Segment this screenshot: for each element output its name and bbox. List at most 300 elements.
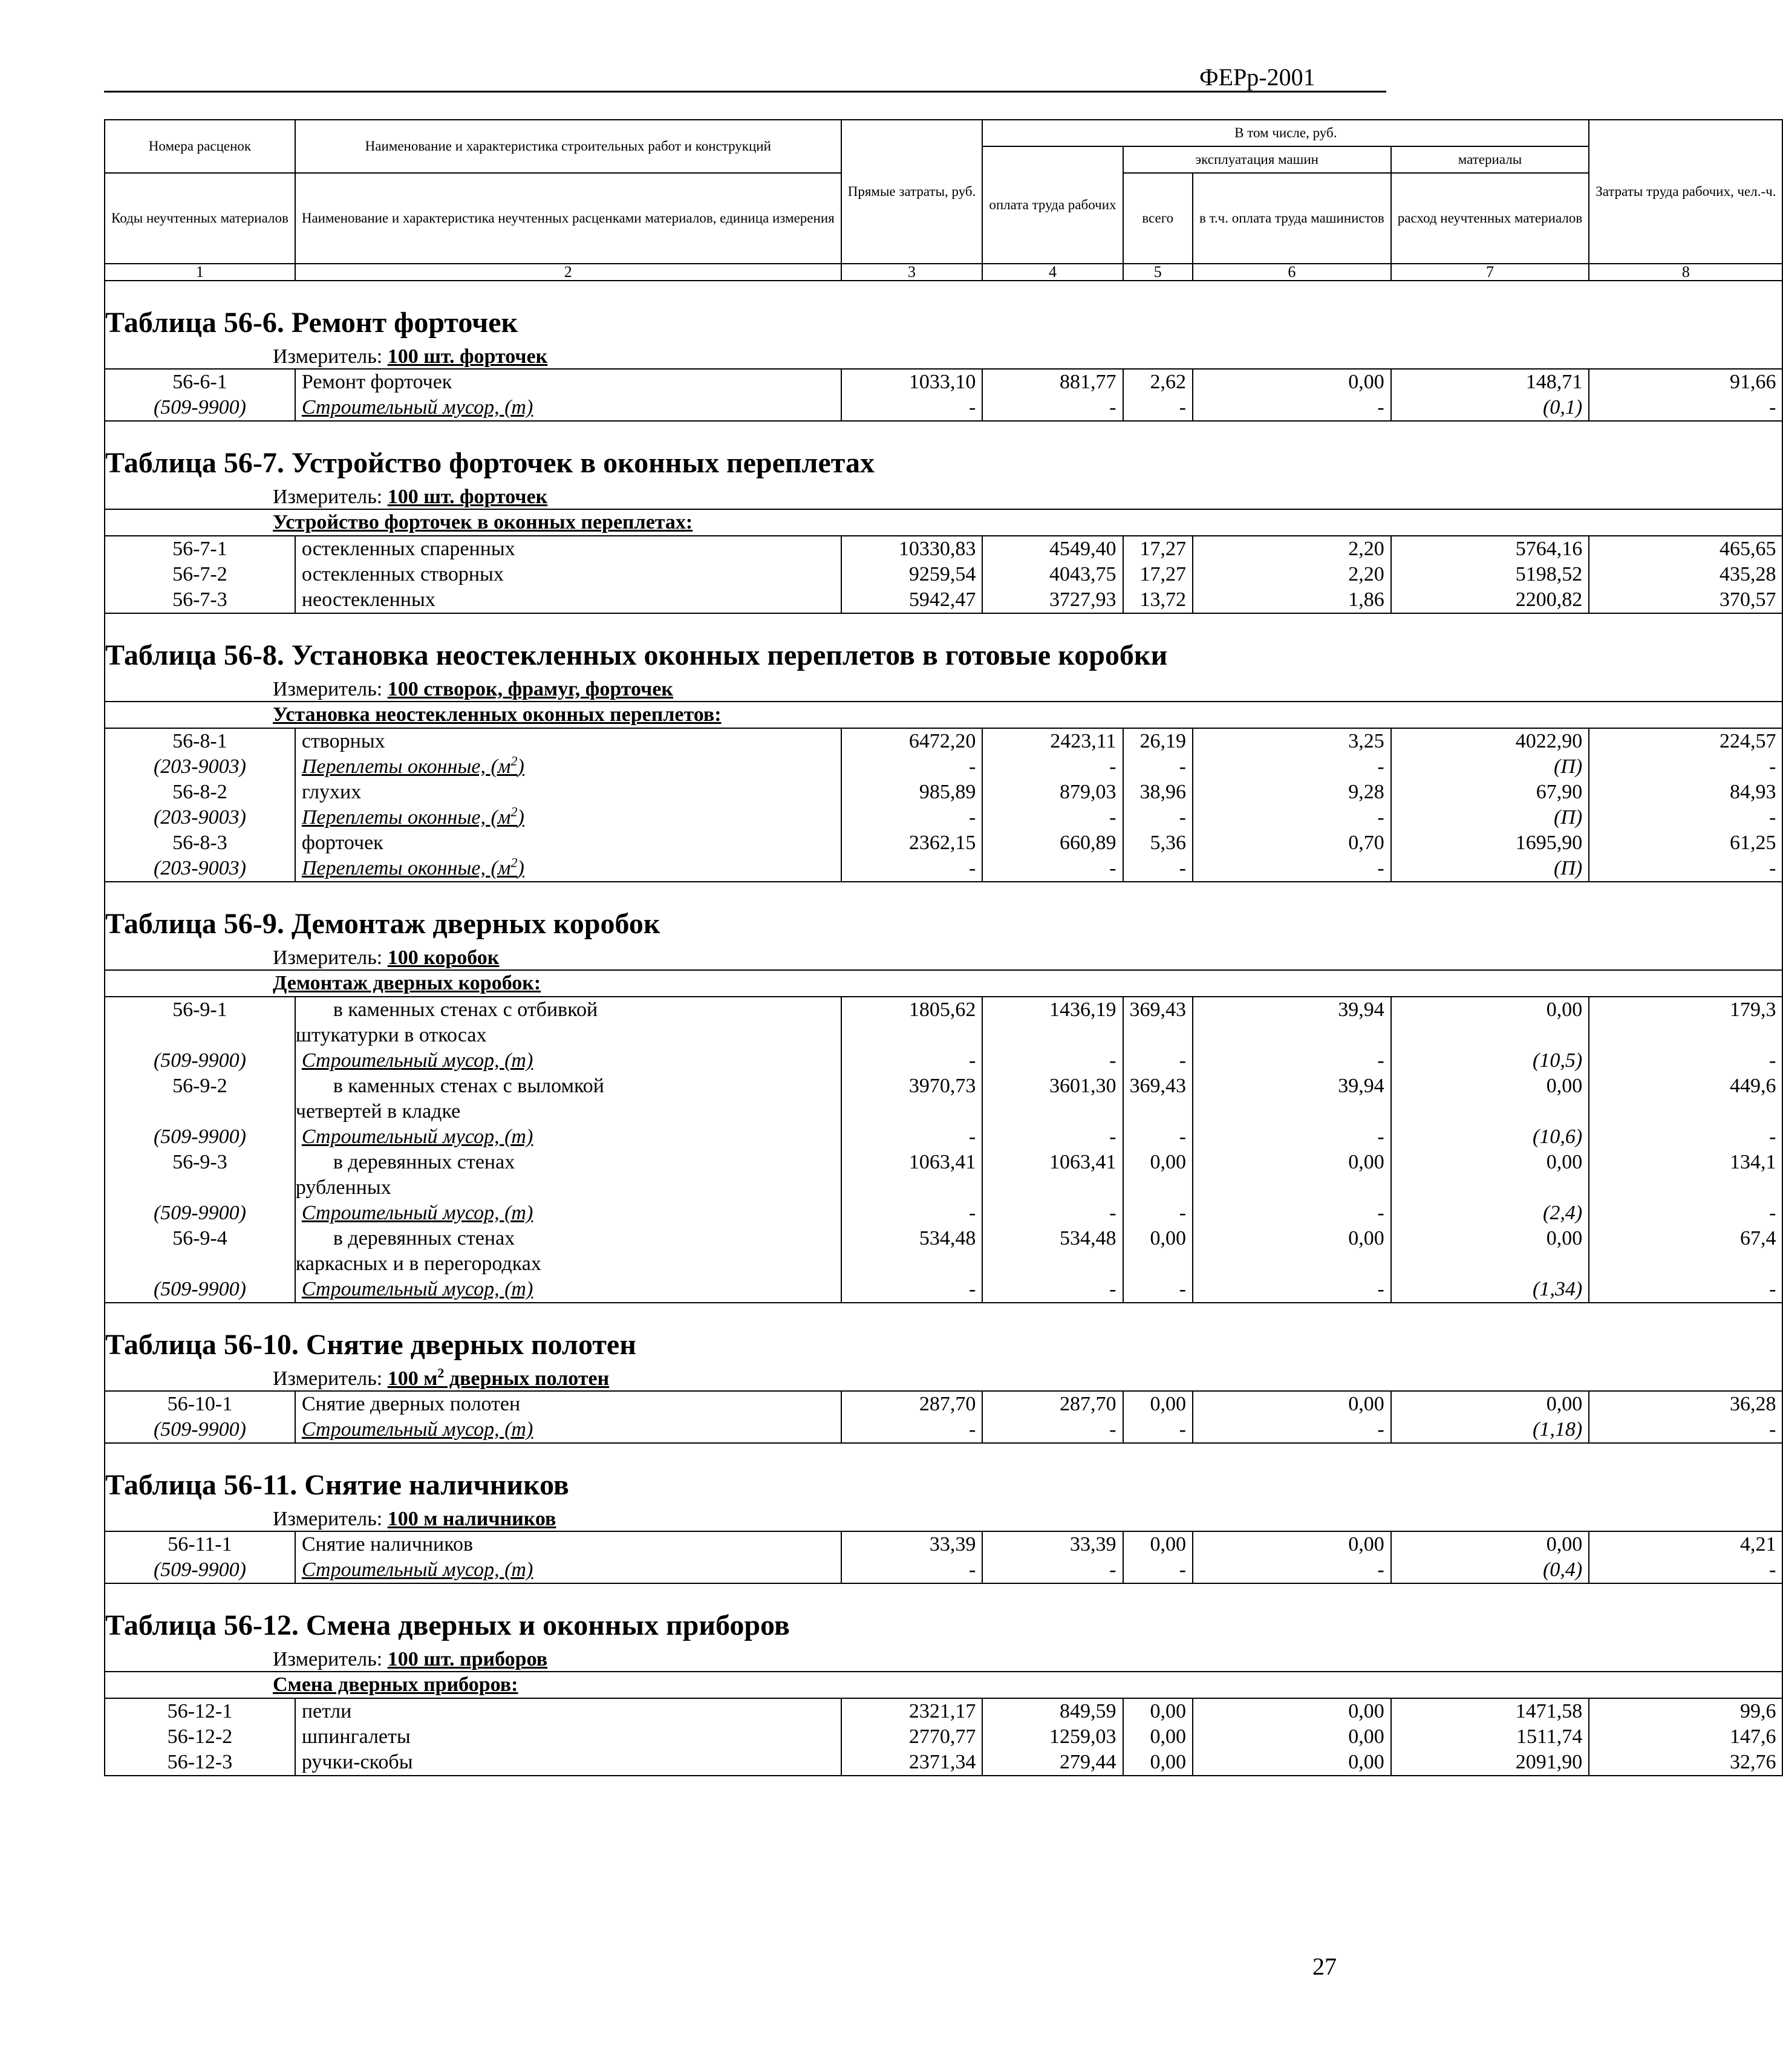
labor-pay-cell: 660,89 — [982, 830, 1123, 856]
rate-row — [105, 1698, 1782, 1724]
measurer-value — [388, 1508, 556, 1530]
direct-cost-cell: 1805,62 — [841, 997, 983, 1048]
material-code-cell: (203-9003) — [105, 754, 295, 780]
materials-cell: 0,00 — [1391, 1531, 1589, 1557]
labor-hours-cell: 370,57 — [1589, 587, 1782, 613]
section-header-text: Смена дверных приборов: — [273, 1673, 518, 1696]
name-text: Строительный мусор, (т) — [301, 1559, 533, 1581]
col1-header-bottom: Коды неучтенных материалов — [105, 173, 295, 264]
machines-total-cell: 26,19 — [1123, 728, 1193, 754]
rate-code-cell: 56-9-1 — [105, 997, 295, 1048]
material-name-cell — [295, 754, 841, 780]
direct-cost-cell: 2362,15 — [841, 830, 983, 856]
materials-cell: 0,00 — [1391, 1391, 1589, 1417]
table-title-row — [105, 281, 1782, 339]
materials-cell: (П) — [1391, 805, 1589, 830]
measurer-label: Измеритель: — [273, 946, 388, 969]
labor-pay-cell: 1436,19 — [982, 997, 1123, 1048]
work-name-line: штукатурки в откосах — [295, 1024, 487, 1046]
work-name-cell — [295, 369, 841, 395]
page-number: 27 — [1312, 1953, 1337, 1980]
measurer-cell — [105, 940, 1782, 970]
measurer-row — [105, 339, 1782, 369]
direct-cost-cell: - — [841, 395, 983, 421]
labor-pay-cell: - — [982, 1201, 1123, 1226]
measurer-label: Измеритель: — [273, 1648, 388, 1670]
col5-header: всего — [1123, 173, 1193, 264]
labor-hours-cell: 147,6 — [1589, 1724, 1782, 1750]
machines-total-cell: 2,62 — [1123, 369, 1193, 395]
measurer-value — [388, 345, 548, 368]
rate-row — [105, 1150, 1782, 1201]
rate-row — [105, 1724, 1782, 1750]
machines-total-cell: 38,96 — [1123, 780, 1193, 805]
measurer-superscript: 2 — [437, 1365, 445, 1381]
measurer-value-text: дверных полотен — [444, 1367, 610, 1390]
direct-cost-cell: - — [841, 1201, 983, 1226]
col4-header: оплата труда рабочих — [982, 146, 1123, 264]
column-number: 4 — [982, 264, 1123, 281]
direct-cost-cell: - — [841, 1417, 983, 1443]
labor-hours-cell: 449,6 — [1589, 1073, 1782, 1124]
measurer-text — [273, 345, 547, 368]
measurer-text — [273, 1508, 556, 1531]
work-name-cell — [295, 1150, 841, 1201]
machines-total-cell: - — [1123, 856, 1193, 882]
measurer-row — [105, 940, 1782, 970]
labor-hours-cell: 224,57 — [1589, 728, 1782, 754]
material-name-cell — [295, 1048, 841, 1073]
materials-cell: 1695,90 — [1391, 830, 1589, 856]
material-name-cell — [295, 1124, 841, 1150]
machines-total-cell: 0,00 — [1123, 1531, 1193, 1557]
name-text: Строительный мусор, (т) — [301, 1278, 533, 1300]
direct-cost-cell: - — [841, 856, 983, 882]
name-text: створных — [301, 730, 385, 752]
column-number: 8 — [1589, 264, 1782, 281]
table-title: Таблица 56-7. Устройство форточек в оконных переплетах — [105, 421, 1782, 480]
labor-pay-cell: 2423,11 — [982, 728, 1123, 754]
materials-cell: 1511,74 — [1391, 1724, 1589, 1750]
work-name-cell — [295, 587, 841, 613]
labor-hours-cell: 465,65 — [1589, 536, 1782, 562]
name-text: форточек — [301, 832, 383, 854]
work-name-cell — [295, 562, 841, 587]
measurer-label: Измеритель: — [273, 1367, 388, 1390]
direct-cost-cell: 2770,77 — [841, 1724, 983, 1750]
rate-row — [105, 1073, 1782, 1124]
measurer-cell — [105, 1361, 1782, 1391]
section-header-row — [105, 702, 1782, 728]
machinists-pay-cell: 39,94 — [1193, 1073, 1391, 1124]
machinists-pay-cell: - — [1193, 1277, 1391, 1303]
col2-header-top: Наименование и характеристика строительных работ и конструкций — [295, 120, 841, 173]
name-text: Ремонт форточек — [301, 371, 452, 393]
work-name-cell — [295, 536, 841, 562]
machines-total-cell: - — [1123, 805, 1193, 830]
material-row — [105, 805, 1782, 830]
table-title-row — [105, 882, 1782, 940]
column-numbers-row — [105, 264, 1782, 281]
materials-cell: 0,00 — [1391, 1226, 1589, 1277]
measurer-label: Измеритель: — [273, 678, 388, 700]
name-text: петли — [301, 1700, 352, 1722]
section-header — [105, 509, 1782, 536]
work-name-cell — [295, 780, 841, 805]
rate-code-cell: 56-11-1 — [105, 1531, 295, 1557]
rate-code-cell: 56-10-1 — [105, 1391, 295, 1417]
labor-hours-cell: 134,1 — [1589, 1150, 1782, 1201]
measurer-cell — [105, 1642, 1782, 1672]
col1-header-top: Номера расценок — [105, 120, 295, 173]
name-text: Строительный мусор, (т) — [301, 1202, 533, 1224]
measurer-row — [105, 1361, 1782, 1391]
name-text: глухих — [301, 781, 362, 803]
labor-pay-cell: 534,48 — [982, 1226, 1123, 1277]
materials-cell: 5198,52 — [1391, 562, 1589, 587]
machines-total-cell: - — [1123, 754, 1193, 780]
machines-total-cell: - — [1123, 1048, 1193, 1073]
material-code-cell: (203-9003) — [105, 805, 295, 830]
document-header: ФЕРр-2001 — [1199, 64, 1315, 91]
machines-total-cell: - — [1123, 1277, 1193, 1303]
column-number: 5 — [1123, 264, 1193, 281]
machines-total-cell: 5,36 — [1123, 830, 1193, 856]
labor-hours-cell: 61,25 — [1589, 830, 1782, 856]
labor-pay-cell: - — [982, 1048, 1123, 1073]
measurer-cell — [105, 672, 1782, 702]
rate-code-cell: 56-12-1 — [105, 1698, 295, 1724]
rate-code-cell: 56-8-3 — [105, 830, 295, 856]
rate-row — [105, 1531, 1782, 1557]
machines-total-cell: - — [1123, 1201, 1193, 1226]
measurer-value — [388, 946, 500, 969]
labor-hours-cell: - — [1589, 1417, 1782, 1443]
section-header-text: Устройство форточек в оконных переплетах: — [273, 511, 693, 533]
rates-table — [104, 119, 1783, 1776]
machines-total-cell: 369,43 — [1123, 997, 1193, 1048]
measurer-row — [105, 480, 1782, 509]
measurer-row — [105, 1502, 1782, 1531]
machines-total-cell: 0,00 — [1123, 1150, 1193, 1201]
materials-cell: 4022,90 — [1391, 728, 1589, 754]
rate-row — [105, 1226, 1782, 1277]
measurer-label: Измеритель: — [273, 1508, 388, 1530]
labor-pay-cell: 287,70 — [982, 1391, 1123, 1417]
machinists-pay-cell: 39,94 — [1193, 997, 1391, 1048]
direct-cost-cell: 5942,47 — [841, 587, 983, 613]
direct-cost-cell: - — [841, 1557, 983, 1583]
machinists-pay-cell: - — [1193, 1048, 1391, 1073]
material-name-cell — [295, 805, 841, 830]
section-header-text: Демонтаж дверных коробок: — [273, 972, 541, 994]
name-text: шпингалеты — [301, 1725, 411, 1748]
rate-row — [105, 728, 1782, 754]
column-number: 3 — [841, 264, 983, 281]
machines-total-cell: - — [1123, 1557, 1193, 1583]
direct-cost-cell: 1063,41 — [841, 1150, 983, 1201]
machinists-pay-cell: 0,00 — [1193, 1750, 1391, 1776]
materials-cell: (10,5) — [1391, 1048, 1589, 1073]
machines-total-cell: 17,27 — [1123, 536, 1193, 562]
materials-cell: (П) — [1391, 856, 1589, 882]
rate-row — [105, 587, 1782, 613]
rate-row — [105, 369, 1782, 395]
labor-hours-cell: 435,28 — [1589, 562, 1782, 587]
rate-row — [105, 1750, 1782, 1776]
rate-code-cell: 56-7-2 — [105, 562, 295, 587]
machines-total-cell: 0,00 — [1123, 1226, 1193, 1277]
section-header-text: Установка неостекленных оконных переплетов: — [273, 703, 722, 726]
machines-total-cell: 17,27 — [1123, 562, 1193, 587]
measurer-value-text: 100 шт. приборов — [387, 1648, 548, 1670]
name-text: ручки-скобы — [301, 1751, 413, 1773]
work-name-cell — [295, 1073, 841, 1124]
material-name-cell — [295, 856, 841, 882]
work-name-cell — [295, 830, 841, 856]
machinists-pay-cell: 0,70 — [1193, 830, 1391, 856]
measurer-value-text: 100 м наличников — [387, 1508, 556, 1530]
direct-cost-cell: - — [841, 1277, 983, 1303]
labor-hours-cell: 179,3 — [1589, 997, 1782, 1048]
labor-hours-cell: - — [1589, 1201, 1782, 1226]
labor-pay-cell: 3601,30 — [982, 1073, 1123, 1124]
rate-row — [105, 536, 1782, 562]
measurer-cell — [105, 1502, 1782, 1531]
machinists-pay-cell: - — [1193, 754, 1391, 780]
measurer-text — [273, 486, 547, 509]
labor-hours-cell: 32,76 — [1589, 1750, 1782, 1776]
machinists-pay-cell: - — [1193, 856, 1391, 882]
rate-row — [105, 1391, 1782, 1417]
direct-cost-cell: 534,48 — [841, 1226, 983, 1277]
machines-total-cell: - — [1123, 1417, 1193, 1443]
labor-pay-cell: - — [982, 1277, 1123, 1303]
measurer-cell — [105, 480, 1782, 509]
machines-total-cell: 13,72 — [1123, 587, 1193, 613]
in-that-number-header: В том числе, руб. — [982, 120, 1589, 146]
labor-pay-cell: 849,59 — [982, 1698, 1123, 1724]
material-row — [105, 1417, 1782, 1443]
work-name-line: рубленных — [295, 1176, 391, 1199]
direct-cost-cell: 2321,17 — [841, 1698, 983, 1724]
measurer-text — [273, 1367, 609, 1390]
work-name-line: четвертей в кладке — [295, 1100, 461, 1122]
labor-hours-cell: - — [1589, 1048, 1782, 1073]
direct-cost-cell: 33,39 — [841, 1531, 983, 1557]
name-text-end: ) — [517, 755, 524, 778]
materials-cell: 2091,90 — [1391, 1750, 1589, 1776]
section-header — [105, 1672, 1782, 1698]
measurer-label: Измеритель: — [273, 486, 388, 508]
machinists-pay-cell: 0,00 — [1193, 1150, 1391, 1201]
rate-code-cell: 56-8-1 — [105, 728, 295, 754]
labor-hours-cell: - — [1589, 754, 1782, 780]
materials-cell: 0,00 — [1391, 1073, 1589, 1124]
labor-pay-cell: - — [982, 1124, 1123, 1150]
materials-cell: (П) — [1391, 754, 1589, 780]
materials-cell: 67,90 — [1391, 780, 1589, 805]
material-row — [105, 1557, 1782, 1583]
col7-header: расход неучтенных материалов — [1391, 173, 1589, 264]
labor-hours-cell: 36,28 — [1589, 1391, 1782, 1417]
direct-cost-cell: - — [841, 754, 983, 780]
table-title: Таблица 56-11. Снятие наличников — [105, 1443, 1782, 1502]
measurer-text — [273, 678, 673, 701]
table-title: Таблица 56-12. Смена дверных и оконных приборов — [105, 1583, 1782, 1642]
material-code-cell: (509-9900) — [105, 395, 295, 421]
work-name-line: в каменных стенах с выломкой — [333, 1075, 604, 1097]
direct-cost-cell: - — [841, 1048, 983, 1073]
machinists-pay-cell: - — [1193, 395, 1391, 421]
machinists-pay-cell: 2,20 — [1193, 536, 1391, 562]
unit-superscript: 2 — [510, 855, 518, 870]
machinists-pay-cell: - — [1193, 1124, 1391, 1150]
col6-header: в т.ч. оплата труда машинистов — [1193, 173, 1391, 264]
direct-cost-cell: 10330,83 — [841, 536, 983, 562]
material-name-cell — [295, 395, 841, 421]
name-text-end: ) — [517, 857, 524, 879]
labor-hours-cell: - — [1589, 1124, 1782, 1150]
rate-code-cell: 56-9-4 — [105, 1226, 295, 1277]
table-title: Таблица 56-8. Установка неостекленных оконных переплетов в готовые коробки — [105, 613, 1782, 672]
labor-hours-cell: - — [1589, 805, 1782, 830]
labor-pay-cell: - — [982, 754, 1123, 780]
material-name-cell — [295, 1201, 841, 1226]
direct-cost-cell: 9259,54 — [841, 562, 983, 587]
labor-pay-cell: - — [982, 1417, 1123, 1443]
section-header-row — [105, 970, 1782, 997]
rate-code-cell: 56-7-1 — [105, 536, 295, 562]
machines-total-cell: 0,00 — [1123, 1698, 1193, 1724]
labor-hours-cell: 99,6 — [1589, 1698, 1782, 1724]
labor-hours-cell: 84,93 — [1589, 780, 1782, 805]
material-row — [105, 1124, 1782, 1150]
unit-superscript: 2 — [510, 804, 518, 819]
labor-hours-cell: 91,66 — [1589, 369, 1782, 395]
col8-header: Затраты труда рабочих, чел.-ч. — [1589, 120, 1782, 264]
direct-cost-cell: 3970,73 — [841, 1073, 983, 1124]
materials-cell: 5764,16 — [1391, 536, 1589, 562]
direct-cost-cell: 6472,20 — [841, 728, 983, 754]
section-header-row — [105, 1672, 1782, 1698]
materials-header: материалы — [1391, 146, 1589, 173]
rate-code-cell: 56-6-1 — [105, 369, 295, 395]
machinists-pay-cell: 0,00 — [1193, 1724, 1391, 1750]
rate-code-cell: 56-12-2 — [105, 1724, 295, 1750]
unit-superscript: 2 — [510, 753, 518, 769]
name-text: Строительный мусор, (т) — [301, 1418, 533, 1441]
section-header-row — [105, 509, 1782, 536]
material-name-cell — [295, 1277, 841, 1303]
measurer-value — [388, 678, 673, 700]
work-name-line: каркасных и в перегородках — [295, 1253, 541, 1275]
measurer-value — [388, 1648, 547, 1670]
labor-hours-cell: - — [1589, 395, 1782, 421]
machinists-pay-cell: 3,25 — [1193, 728, 1391, 754]
table-title: Таблица 56-10. Снятие дверных полотен — [105, 1303, 1782, 1361]
material-row — [105, 395, 1782, 421]
materials-cell: (0,1) — [1391, 395, 1589, 421]
rate-code-cell: 56-8-2 — [105, 780, 295, 805]
measurer-cell — [105, 339, 1782, 369]
machines-total-cell: 369,43 — [1123, 1073, 1193, 1124]
name-text: Снятие дверных полотен — [301, 1393, 521, 1415]
name-text: Переплеты оконные, (м — [301, 857, 511, 879]
machines-total-cell: 0,00 — [1123, 1724, 1193, 1750]
machines-header: эксплуатация машин — [1123, 146, 1391, 173]
work-name-cell — [295, 1391, 841, 1417]
materials-cell: (2,4) — [1391, 1201, 1589, 1226]
materials-cell: 148,71 — [1391, 369, 1589, 395]
header-rule — [104, 91, 1386, 93]
table-title-row — [105, 421, 1782, 480]
rate-code-cell: 56-9-3 — [105, 1150, 295, 1201]
labor-hours-cell: - — [1589, 856, 1782, 882]
rate-row — [105, 997, 1782, 1048]
materials-cell: (0,4) — [1391, 1557, 1589, 1583]
materials-cell: 0,00 — [1391, 1150, 1589, 1201]
machinists-pay-cell: 0,00 — [1193, 369, 1391, 395]
labor-pay-cell: - — [982, 856, 1123, 882]
labor-hours-cell: 4,21 — [1589, 1531, 1782, 1557]
rate-code-cell: 56-7-3 — [105, 587, 295, 613]
rate-row — [105, 562, 1782, 587]
materials-cell: 1471,58 — [1391, 1698, 1589, 1724]
machinists-pay-cell: 2,20 — [1193, 562, 1391, 587]
rate-code-cell: 56-9-2 — [105, 1073, 295, 1124]
labor-pay-cell: 881,77 — [982, 369, 1123, 395]
labor-pay-cell: - — [982, 1557, 1123, 1583]
col2-header-bottom: Наименование и характеристика неучтенных расценками материалов, единица измерения — [295, 173, 841, 264]
machinists-pay-cell: 1,86 — [1193, 587, 1391, 613]
name-text: Строительный мусор, (т) — [301, 1049, 533, 1072]
machinists-pay-cell: 0,00 — [1193, 1698, 1391, 1724]
work-name-cell — [295, 997, 841, 1048]
direct-cost-cell: 1033,10 — [841, 369, 983, 395]
work-name-cell — [295, 1531, 841, 1557]
direct-cost-cell: - — [841, 1124, 983, 1150]
machinists-pay-cell: 0,00 — [1193, 1226, 1391, 1277]
machinists-pay-cell: 9,28 — [1193, 780, 1391, 805]
labor-pay-cell: 1063,41 — [982, 1150, 1123, 1201]
work-name-cell — [295, 1226, 841, 1277]
name-text: Строительный мусор, (т) — [301, 1126, 533, 1148]
measurer-text — [273, 946, 499, 969]
material-row — [105, 1277, 1782, 1303]
material-code-cell: (509-9900) — [105, 1417, 295, 1443]
section-header — [105, 970, 1782, 997]
column-number: 1 — [105, 264, 295, 281]
table-title-row — [105, 1583, 1782, 1642]
name-text: остекленных спаренных — [301, 538, 515, 560]
measurer-row — [105, 1642, 1782, 1672]
work-name-line: в деревянных стенах — [333, 1227, 515, 1249]
work-name-cell — [295, 1750, 841, 1776]
labor-pay-cell: - — [982, 805, 1123, 830]
measurer-value-text: 100 м — [387, 1367, 438, 1390]
table-title-row — [105, 613, 1782, 672]
name-text: остекленных створных — [301, 563, 504, 585]
machinists-pay-cell: - — [1193, 805, 1391, 830]
measurer-label: Измеритель: — [273, 345, 388, 368]
work-name-cell — [295, 1724, 841, 1750]
machinists-pay-cell: - — [1193, 1417, 1391, 1443]
material-name-cell — [295, 1557, 841, 1583]
measurer-text — [273, 1648, 547, 1671]
labor-pay-cell: 4043,75 — [982, 562, 1123, 587]
materials-cell: 2200,82 — [1391, 587, 1589, 613]
